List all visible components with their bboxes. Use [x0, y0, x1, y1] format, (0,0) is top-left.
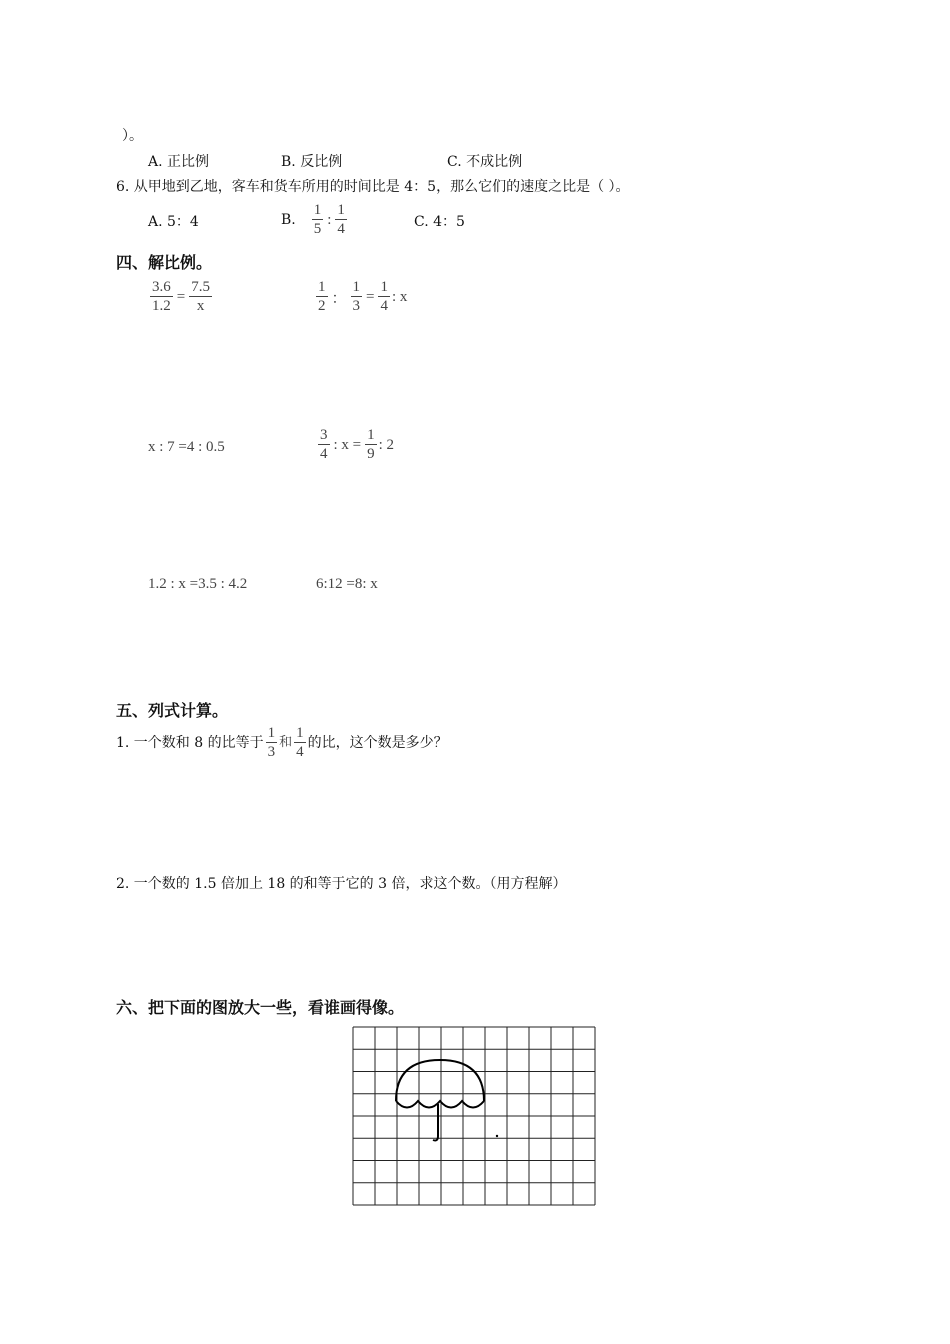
- section-5-question-2: 2. 一个数的 1.5 倍加上 18 的和等于它的 3 倍，求这个数。（用方程解）: [116, 876, 567, 892]
- question-5-option-c: C. 不成比例: [447, 154, 523, 170]
- question-6-option-b: [281, 203, 349, 237]
- umbrella-drawing: [396, 1060, 484, 1141]
- fraction-denominator: 4: [296, 744, 304, 760]
- proportion-equation-1: [148, 280, 214, 314]
- option-b-label: B.: [281, 212, 296, 228]
- fraction-numerator: 3: [320, 427, 328, 443]
- fraction-numerator: 3.6: [152, 279, 171, 295]
- section-5-question-1: [116, 726, 448, 760]
- proportion-equation-2: [314, 280, 407, 314]
- fraction-numerator: 1: [267, 725, 276, 741]
- fraction-numerator: 1: [337, 202, 345, 218]
- fraction: [316, 280, 328, 314]
- fraction-denominator: 3: [267, 744, 276, 760]
- question-6-option-c: C. 4：5: [414, 214, 465, 230]
- fraction: [365, 428, 377, 462]
- umbrella-canopy: [396, 1060, 484, 1101]
- fraction: [318, 428, 330, 462]
- fraction-numerator: 7.5: [191, 279, 210, 295]
- fraction-denominator: 2: [318, 298, 326, 314]
- proportion-equation-4: [316, 428, 394, 462]
- section-4-title: 四、解比例。: [116, 253, 213, 272]
- fraction: [378, 280, 390, 314]
- fraction-numerator: 1: [367, 427, 375, 443]
- question-6-text: 6. 从甲地到乙地，客车和货车所用的时间比是 4：5，那么它们的速度之比是（ ）。: [116, 179, 630, 195]
- fraction-denominator: 1.2: [152, 298, 171, 314]
- fraction-denominator: 9: [367, 446, 375, 462]
- fraction-denominator: 4: [337, 221, 345, 237]
- proportion-equation-6: 6:12 =8: x: [316, 576, 378, 592]
- question-5-tail: ）。: [122, 128, 143, 144]
- fraction-one-fifth: [312, 203, 324, 237]
- fraction-numerator: 1: [296, 725, 304, 741]
- fraction-numerator: 1: [380, 279, 388, 295]
- fraction-denominator: 4: [380, 298, 388, 314]
- umbrella-handle: [433, 1104, 438, 1141]
- umbrella-scallops: [396, 1101, 484, 1108]
- question-1-prefix: 1. 一个数和 8 的比等于: [116, 735, 264, 751]
- fraction-denominator: 5: [313, 221, 322, 237]
- fraction: [150, 280, 173, 314]
- proportion-equation-5: 1.2 : x =3.5 : 4.2: [148, 576, 248, 592]
- fraction-numerator: 1: [352, 279, 361, 295]
- equals-sign: =: [366, 288, 375, 305]
- fraction-one-fourth: [294, 726, 306, 760]
- fraction: [189, 280, 212, 314]
- proportion-equation-3: x : 7 =4 : 0.5: [148, 439, 225, 455]
- ratio-colon: ：: [331, 290, 347, 307]
- fraction-numerator: 1: [318, 279, 326, 295]
- question-1-suffix: 的比，这个数是多少？: [307, 735, 448, 751]
- fraction-numerator: 1: [313, 202, 322, 218]
- equation-tail: : 2: [378, 436, 395, 453]
- section-5-title: 五、列式计算。: [116, 701, 229, 720]
- grid-dot: [496, 1135, 498, 1137]
- question-5-option-b: B. 反比例: [281, 154, 343, 170]
- equation-tail: : x: [391, 288, 408, 305]
- fraction-denominator: x: [196, 298, 205, 314]
- grid-lines: [353, 1027, 595, 1205]
- umbrella-grid-figure: [352, 1026, 596, 1206]
- question-5-option-a: A. 正比例: [148, 154, 210, 170]
- equation-middle: : x =: [333, 436, 362, 453]
- fraction-denominator: 4: [320, 446, 328, 462]
- question-1-middle: 和: [279, 735, 293, 750]
- fraction: [351, 280, 363, 314]
- section-6-title: 六、把下面的图放大一些，看谁画得像。: [116, 998, 405, 1017]
- fraction-one-fourth: [335, 203, 347, 237]
- equals-sign: =: [176, 288, 186, 305]
- fraction-denominator: 3: [352, 298, 361, 314]
- question-6-option-a: A. 5：4: [148, 214, 199, 230]
- fraction-one-third: [266, 726, 278, 760]
- ratio-colon: :: [327, 212, 332, 228]
